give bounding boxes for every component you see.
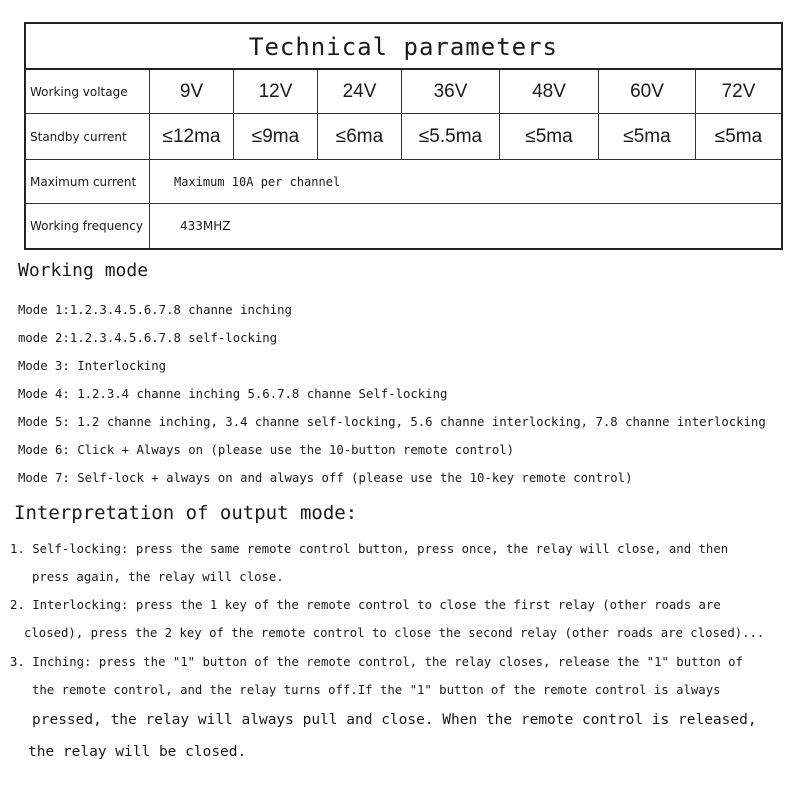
standby-current-row bbox=[26, 114, 781, 160]
interpretation-line: pressed, the relay will always pull and close. When the remote control is released, bbox=[32, 712, 757, 728]
list-item: Mode 7: Self-lock + always on and always off (please use the 10-key remote control) bbox=[18, 471, 633, 485]
standby-current-cell: ≤5.5ma bbox=[402, 114, 500, 159]
list-item: Mode 3: Interlocking bbox=[18, 359, 167, 373]
interpretation-line: 3. Inching: press the "1" button of the remote control, the relay closes, release the "1" button of bbox=[10, 655, 743, 669]
list-item: Mode 5: 1.2 channe inching, 3.4 channe self-locking, 5.6 channe interlocking, 7.8 channe interlocking bbox=[18, 415, 766, 429]
standby-current-cell: ≤5ma bbox=[500, 114, 599, 159]
voltage-cell: 12V bbox=[234, 70, 318, 113]
voltage-cell: 36V bbox=[402, 70, 500, 113]
interpretation-line: closed), press the 2 key of the remote control to close the second relay (other roads are closed)... bbox=[24, 626, 765, 640]
working-frequency-row bbox=[26, 204, 781, 248]
standby-current-cell: ≤9ma bbox=[234, 114, 318, 159]
technical-parameters-table bbox=[24, 22, 783, 250]
working-frequency-label: Working frequency bbox=[26, 204, 150, 248]
working-voltage-row bbox=[26, 70, 781, 114]
voltage-cell: 24V bbox=[318, 70, 402, 113]
interpretation-line: 1. Self-locking: press the same remote control button, press once, the relay will close, and then bbox=[10, 542, 729, 556]
interpretation-line: press again, the relay will close. bbox=[32, 570, 284, 584]
working-voltage-label: Working voltage bbox=[26, 70, 150, 113]
voltage-cell: 72V bbox=[721, 80, 756, 102]
maximum-current-value: Maximum 10A per channel bbox=[174, 174, 341, 189]
list-item: Mode 6: Click + Always on (please use the 10-button remote control) bbox=[18, 443, 515, 457]
working-mode-list bbox=[18, 300, 766, 496]
interpretation-line: the remote control, and the relay turns off.If the "1" button of the remote control is always bbox=[32, 683, 721, 697]
interpretation-line: 2. Interlocking: press the 1 key of the remote control to close the first relay (other roads are bbox=[10, 598, 721, 612]
table-title: Technical parameters bbox=[249, 33, 558, 61]
working-mode-heading: Working mode bbox=[18, 260, 149, 281]
interpretation-heading: Interpretation of output mode: bbox=[14, 502, 358, 524]
standby-current-label: Standby current bbox=[26, 114, 150, 159]
maximum-current-label: Maximum current bbox=[26, 160, 150, 203]
standby-current-cell: ≤12ma bbox=[150, 114, 234, 159]
standby-current-cell: ≤5ma bbox=[714, 125, 763, 147]
voltage-cell: 60V bbox=[599, 70, 696, 113]
maximum-current-row bbox=[26, 160, 781, 204]
standby-current-cell: ≤6ma bbox=[318, 114, 402, 159]
voltage-cell: 9V bbox=[150, 70, 234, 113]
voltage-cell: 48V bbox=[500, 70, 599, 113]
standby-current-cell: ≤5ma bbox=[599, 114, 696, 159]
list-item: Mode 4: 1.2.3.4 channe inching 5.6.7.8 channe Self-locking bbox=[18, 387, 448, 401]
list-item: Mode 1:1.2.3.4.5.6.7.8 channe inching bbox=[18, 303, 292, 317]
interpretation-line: the relay will be closed. bbox=[28, 744, 247, 760]
table-title-row bbox=[26, 24, 781, 70]
working-frequency-value: 433MHZ bbox=[180, 219, 231, 233]
list-item: mode 2:1.2.3.4.5.6.7.8 self-locking bbox=[18, 331, 278, 345]
